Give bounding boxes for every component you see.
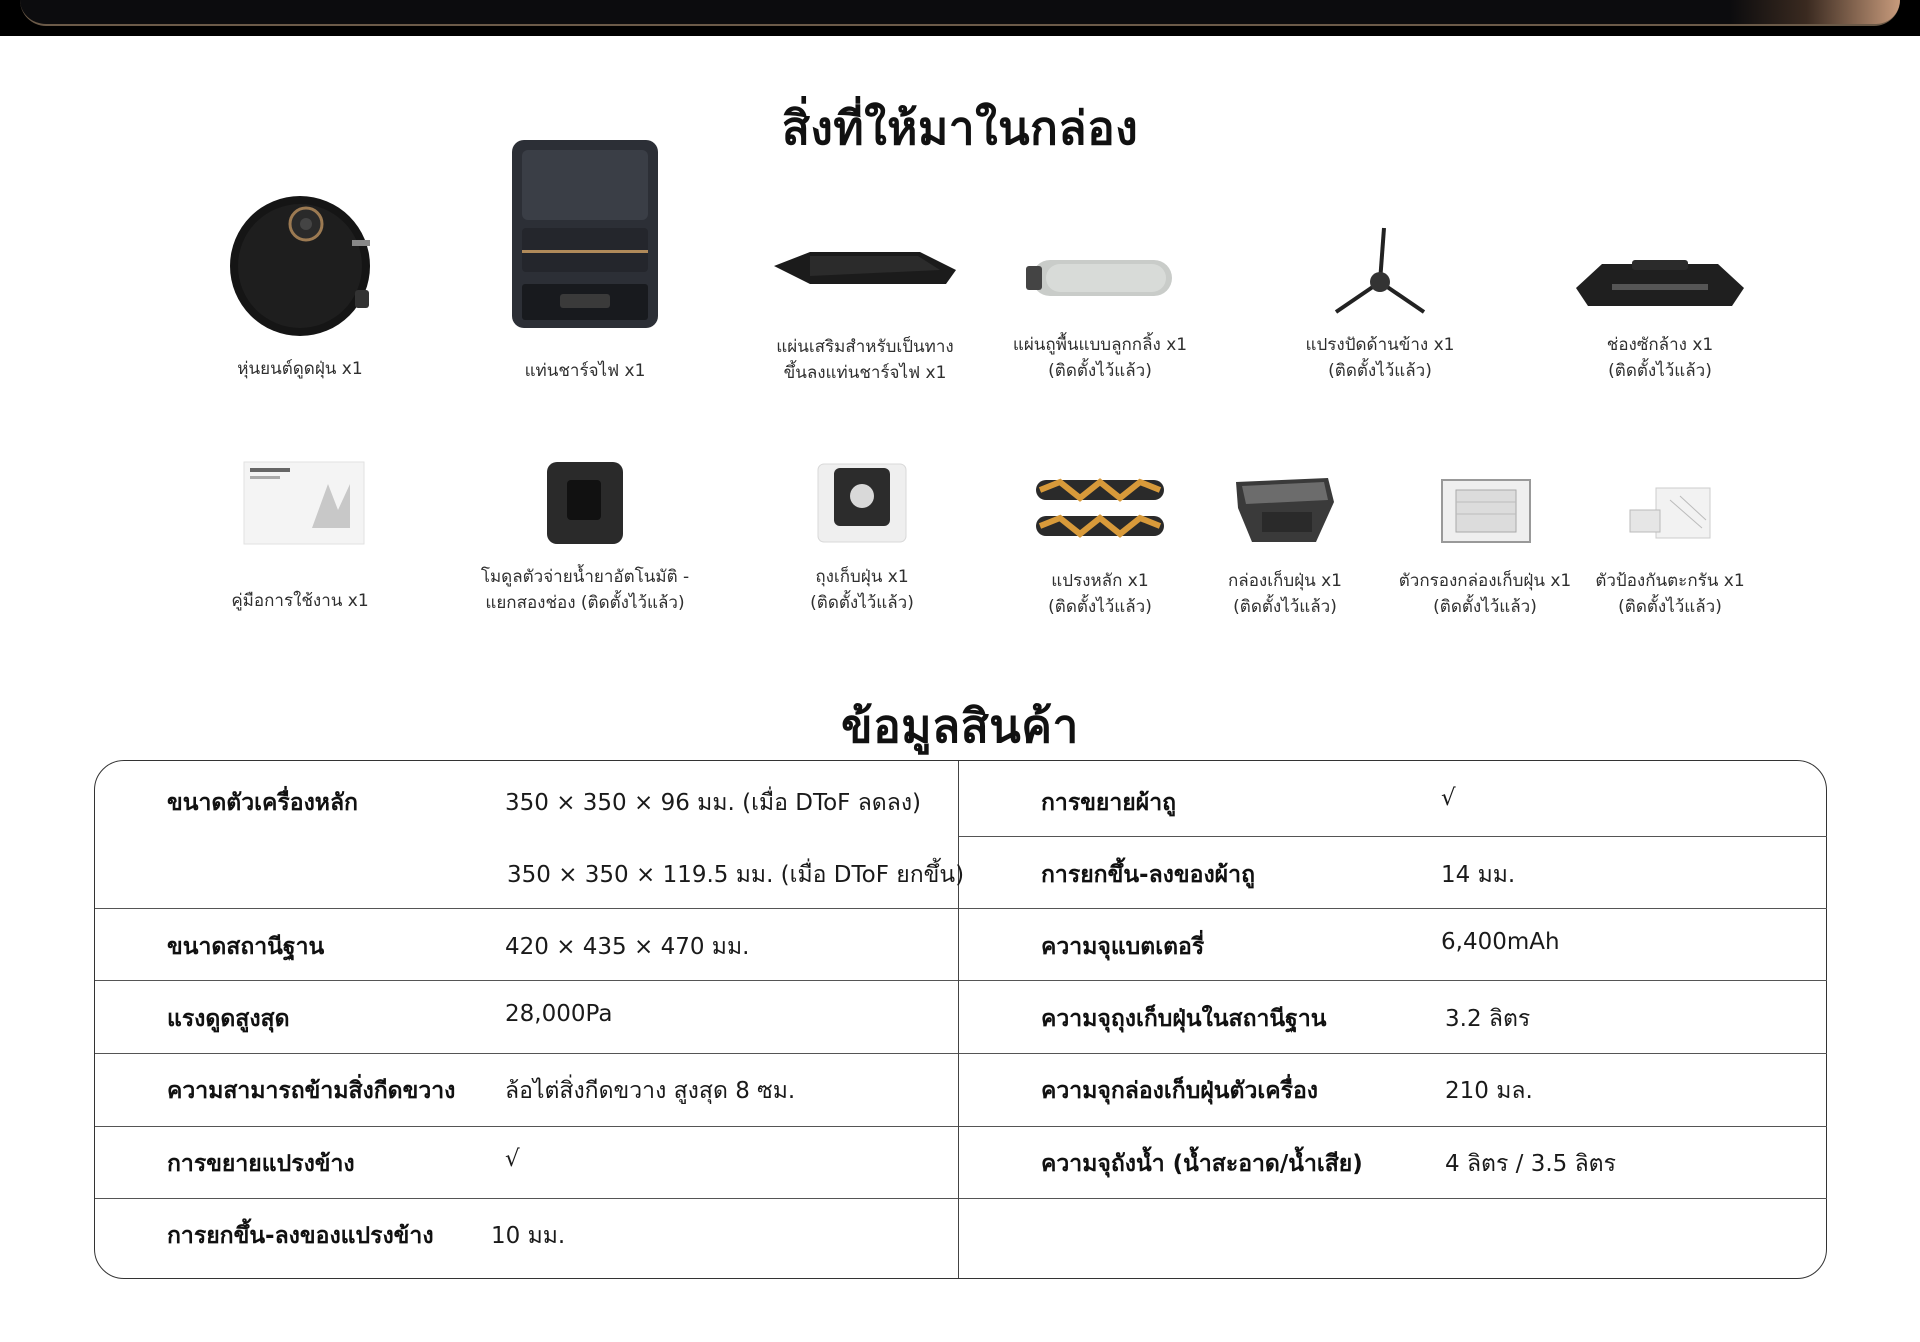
box-item-detergent-module [480,460,690,630]
spec-label: ความสามารถข้ามสิ่งกีดขวาง [167,1078,456,1104]
robot-vacuum-icon [220,180,380,340]
spec-label: การยกขึ้น-ลงของแปรงข้าง [167,1223,434,1249]
row-divider [959,836,1827,837]
spec-divider [958,761,959,1278]
spec-value: 28,000Pa [505,1001,613,1027]
box-item-station [480,130,690,390]
spec-value: 3.2 ลิตร [1445,1006,1531,1032]
box-item-caption: ช่องซักล้าง x1 (ติดตั้งไว้แล้ว) [1606,335,1714,381]
row-divider [959,1126,1827,1127]
spec-value: 10 มม. [491,1223,566,1249]
box-item-caption: แปรงหลัก x1 (ติดตั้งไว้แล้ว) [1048,571,1152,617]
box-item-ramp [760,230,970,400]
box-item-manual [200,460,400,630]
box-item-caption: แท่นชาร์จไฟ x1 [524,361,646,381]
hero-banner-bottom [0,0,1920,36]
in-box-title: สิ่งที่ให้มาในกล่อง [781,101,1139,155]
spec-value: √ [1441,785,1456,811]
box-item-caption: ตัวป้องกันตะกรัน x1 (ติดตั้งไว้แล้ว) [1595,571,1745,617]
row-divider [959,1053,1827,1054]
manual-icon [242,460,366,546]
box-item-caption: คู่มือการใช้งาน x1 [231,591,369,611]
dust-bag-icon [812,460,912,546]
spec-label: แรงดูดสูงสุด [167,1006,290,1032]
row-divider [959,1198,1827,1199]
dust-bin-icon [1232,472,1338,546]
wash-tray-icon [1572,258,1748,310]
box-item-side-brush [1280,220,1480,400]
box-item-robot [200,170,400,390]
row-divider [95,980,958,981]
side-brush-icon [1328,224,1432,320]
box-item-caption: หุ่นยนต์ดูดฝุ่น x1 [237,359,363,379]
spec-label: ขนาดตัวเครื่องหลัก [167,790,358,816]
main-brush-icon [1030,472,1170,546]
hero-image-edge [1730,0,1900,24]
spec-value: √ [505,1146,520,1172]
box-item-caption: แปรงปัดด้านข้าง x1 (ติดตั้งไว้แล้ว) [1305,335,1455,381]
spec-label: ความจุถุงเก็บฝุ่นในสถานีฐาน [1041,1006,1327,1032]
spec-value: ล้อไต่สิ่งกีดขวาง สูงสุด 8 ซม. [505,1078,796,1104]
spec-label: ความจุกล่องเก็บฝุ่นตัวเครื่อง [1041,1078,1318,1104]
row-divider [95,1053,958,1054]
box-item-caption: โมดูลตัวจ่ายน้ำยาอัตโนมัติ - แยกสองช่อง (ติดตั้งไว้แล้ว) [480,567,690,613]
spec-table [94,760,1827,1279]
ramp-icon [770,244,960,294]
row-divider [959,908,1827,909]
spec-value: 4 ลิตร / 3.5 ลิตร [1445,1151,1616,1177]
box-item-main-brush [1000,470,1200,630]
box-item-caption: ถุงเก็บฝุ่น x1 (ติดตั้งไว้แล้ว) [810,567,914,613]
spec-label: การขยายแปรงข้าง [167,1151,355,1177]
box-item-caption: แผ่นถูพื้นแบบลูกกลิ้ง x1 (ติดตั้งไว้แล้ว) [1012,335,1188,381]
spec-value: 350 × 350 × 119.5 มม. (เมื่อ DToF ยกขึ้น) [507,862,965,888]
row-divider [95,908,958,909]
spec-value: 350 × 350 × 96 มม. (เมื่อ DToF ลดลง) [505,790,922,816]
anti-scale-icon [1626,484,1716,544]
spec-value: 14 มม. [1441,862,1516,888]
spec-label: ขนาดสถานีฐาน [167,934,325,960]
box-item-dust-bin [1190,470,1380,630]
mop-roller-icon [1024,258,1176,298]
row-divider [95,1126,958,1127]
box-item-wash-tray [1560,240,1760,400]
box-item-bin-filter [1380,470,1590,630]
spec-value: 210 มล. [1445,1078,1533,1104]
spec-value: 6,400mAh [1441,929,1560,955]
box-item-anti-scale [1580,470,1760,630]
box-item-mop [1000,240,1200,400]
spec-label: ความจุถังน้ำ (น้ำสะอาด/น้ำเสีย) [1041,1151,1363,1177]
detergent-module-icon [545,460,625,546]
spec-label: ความจุแบตเตอรี่ [1041,934,1205,960]
spec-title: ข้อมูลสินค้า [841,699,1079,753]
hero-frame [20,0,1900,26]
row-divider [959,980,1827,981]
box-item-caption: ตัวกรองกล่องเก็บฝุ่น x1 (ติดตั้งไว้แล้ว) [1398,571,1572,617]
row-divider [95,1198,958,1199]
spec-label: การขยายผ้าถู [1041,790,1177,816]
box-item-caption: แผ่นเสริมสำหรับเป็นทาง ขึ้นลงแท่นชาร์จไฟ x1 [776,337,954,383]
charging-station-icon [500,136,670,336]
box-item-caption: กล่องเก็บฝุ่น x1 (ติดตั้งไว้แล้ว) [1228,571,1342,617]
spec-label: การยกขึ้น-ลงของผ้าถู [1041,862,1255,888]
bin-filter-icon [1438,476,1534,546]
box-item-dust-bag [762,460,962,630]
spec-value: 420 × 435 × 470 มม. [505,934,750,960]
